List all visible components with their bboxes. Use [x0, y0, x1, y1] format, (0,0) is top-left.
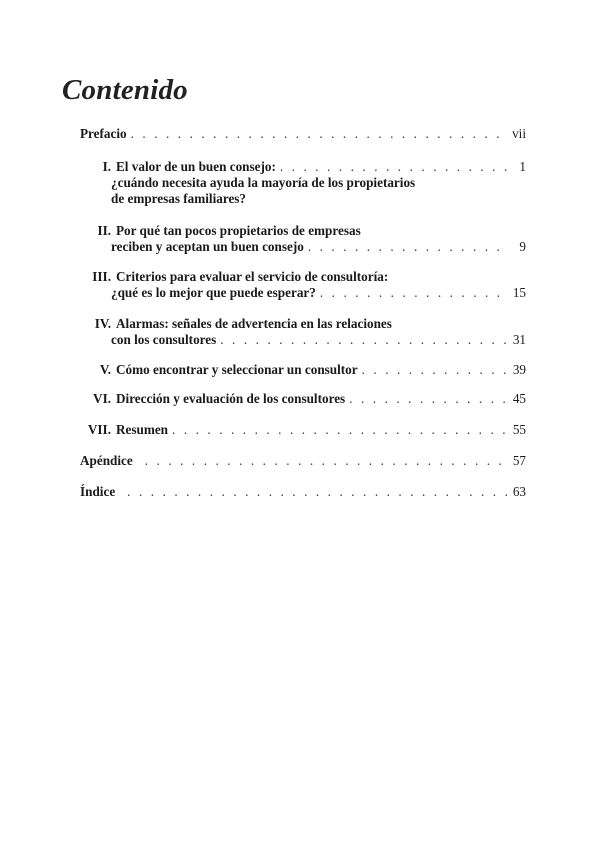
toc-page-number: 63: [512, 484, 526, 499]
toc-entry-title: Prefacio: [80, 126, 127, 141]
toc-entry-title-continued: ¿qué es lo mejor que puede esperar?: [111, 285, 316, 300]
toc-chapter-number: VI.: [93, 391, 111, 406]
toc-page-number: 55: [512, 422, 526, 437]
toc-page-number: 15: [512, 285, 526, 300]
toc-entry-title-continued: reciben y aceptan un buen consejo: [111, 239, 304, 254]
toc-entry-title: El valor de un buen consejo:: [116, 159, 276, 174]
toc-entry-title: Cómo encontrar y seleccionar un consultor: [116, 362, 358, 377]
toc-entry-apendice: [80, 453, 526, 469]
toc-entry-title: Dirección y evaluación de los consultores: [116, 391, 346, 406]
toc-entry-chapter-6: [80, 391, 526, 407]
dot-leader: [362, 362, 508, 378]
toc-entry-chapter-5: [80, 362, 526, 378]
toc-page-number: 57: [512, 453, 526, 468]
dot-leader: [127, 484, 508, 500]
dot-leader: [172, 422, 508, 438]
toc-entry-chapter-7: [80, 422, 526, 438]
toc-page-number: vii: [512, 126, 526, 141]
toc-entry-title: Alarmas: señales de advertencia en las relaciones: [116, 316, 392, 331]
toc-entry-title: Índice: [80, 484, 116, 499]
toc-chapter-number: IV.: [94, 316, 111, 331]
toc-entry-chapter-3: [80, 269, 526, 301]
toc-chapter-number: III.: [92, 269, 111, 284]
toc-entry-indice: [80, 484, 526, 500]
toc-entry-title-continued: de empresas familiares?: [111, 191, 247, 206]
toc-chapter-number: II.: [97, 223, 111, 238]
toc-entry-chapter-4: [80, 316, 526, 348]
dot-leader: [320, 285, 508, 301]
toc-page-number: 45: [512, 391, 526, 406]
toc-page-number: 39: [512, 362, 526, 377]
toc-chapter-number: VII.: [87, 422, 111, 437]
toc-chapter-number: V.: [99, 362, 111, 377]
toc-entry-title: Criterios para evaluar el servicio de consultoría:: [116, 269, 389, 284]
toc-page-number: 9: [519, 239, 526, 254]
dot-leader: [131, 126, 508, 142]
toc-entry-chapter-2: [80, 223, 526, 255]
toc-entry-title: Apéndice: [80, 453, 133, 468]
toc-entry-title: Resumen: [116, 422, 169, 437]
dot-leader: [349, 391, 508, 407]
toc-chapter-number: I.: [102, 159, 111, 174]
dot-leader: [145, 453, 508, 469]
toc-entry-title-continued: con los consultores: [111, 332, 217, 347]
toc-page-number: 31: [512, 332, 526, 347]
toc-entry-title-continued: ¿cuándo necesita ayuda la mayoría de los propietarios: [111, 175, 416, 190]
page-title: Contenido: [62, 74, 188, 106]
toc-page-number: 1: [519, 159, 526, 174]
toc-entry-chapter-1: [80, 159, 526, 207]
dot-leader: [220, 332, 508, 348]
dot-leader: [280, 159, 508, 175]
toc-entry-prefacio: [80, 126, 526, 142]
dot-leader: [308, 239, 508, 255]
toc-entry-title: Por qué tan pocos propietarios de empresas: [116, 223, 361, 238]
